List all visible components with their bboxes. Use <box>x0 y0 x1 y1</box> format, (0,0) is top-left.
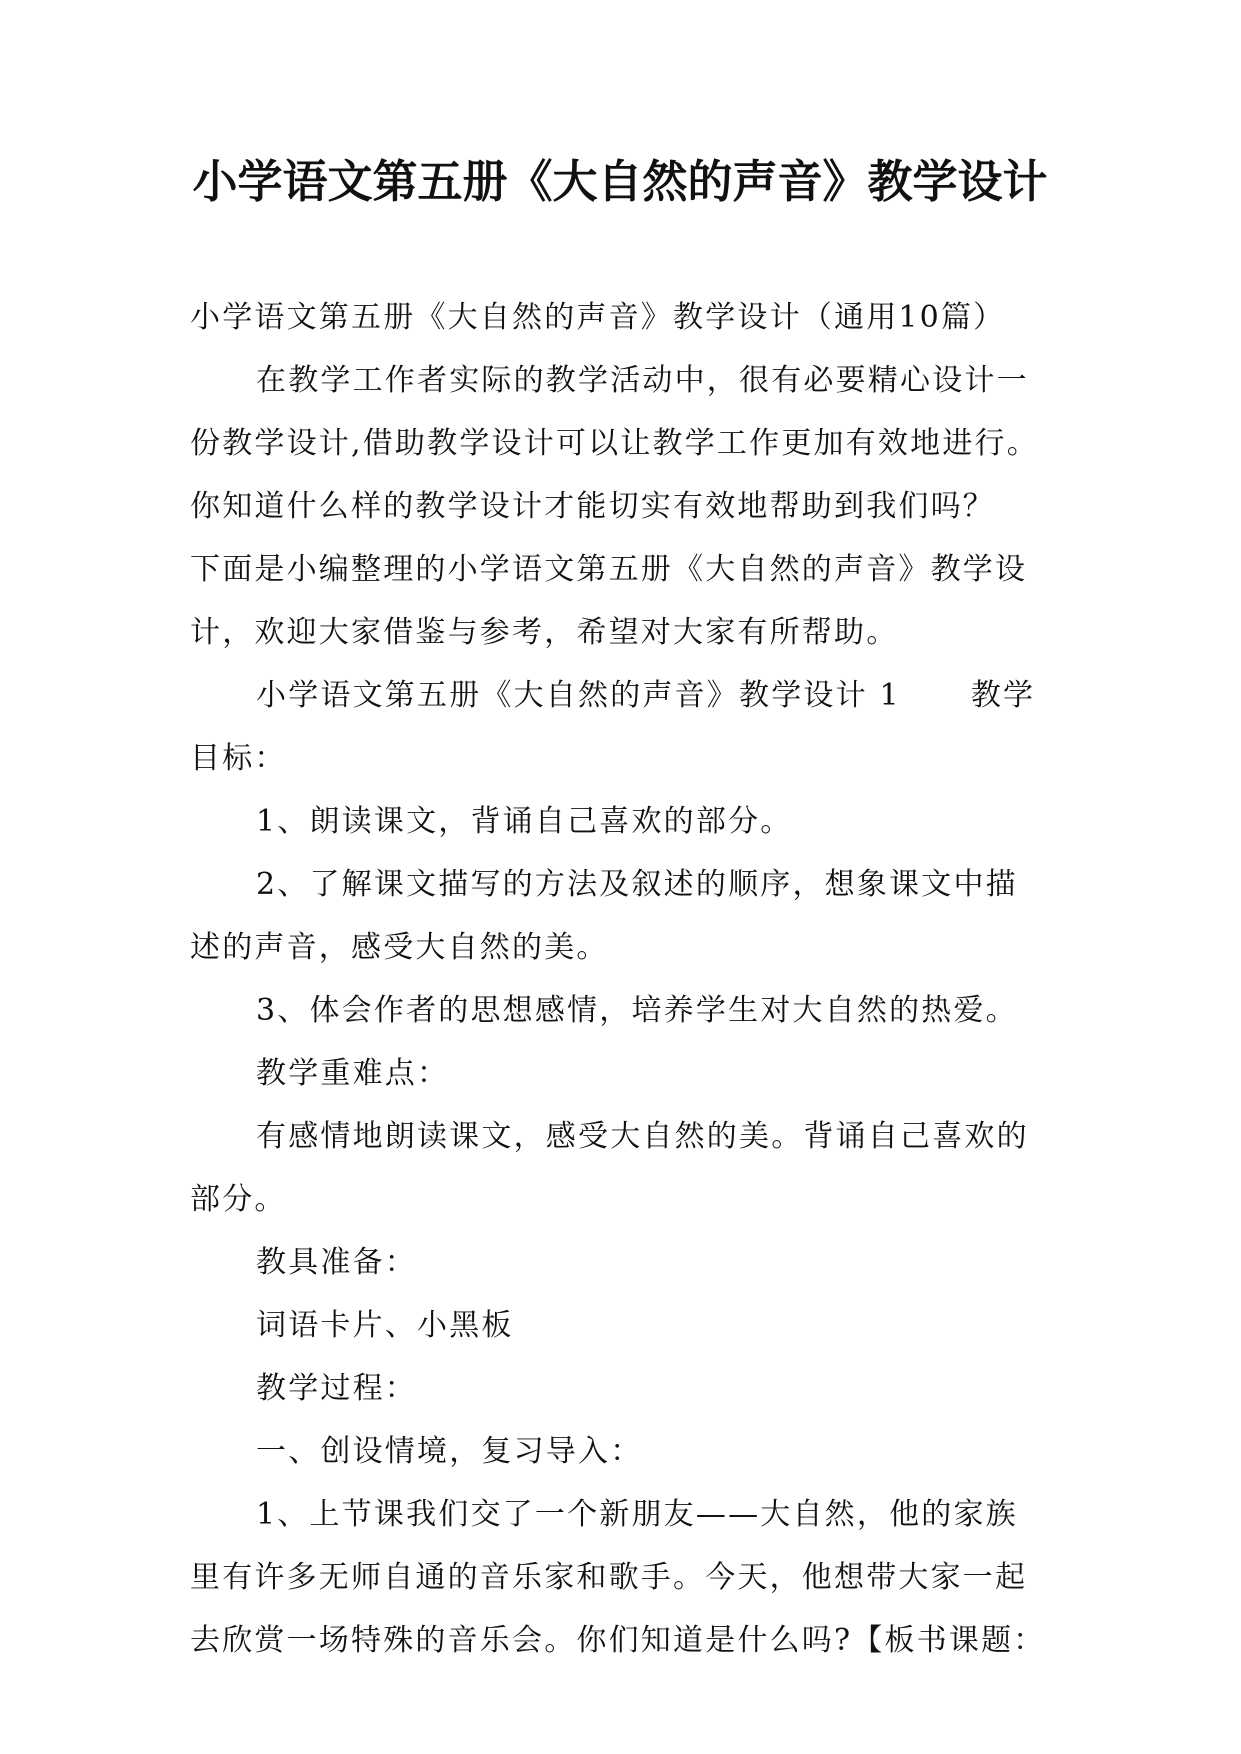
text-line: 目标： <box>190 741 287 776</box>
section-heading-continuation: 教学 <box>970 678 1036 713</box>
document-body <box>190 286 1050 1672</box>
text-line: 教学重难点： <box>256 1056 450 1091</box>
text-line: 一、创设情境，复习导入： <box>256 1434 643 1469</box>
text-line: 述的声音，感受大自然的美。 <box>190 930 609 965</box>
text-line: 教学过程： <box>256 1371 417 1406</box>
text-line: 部分。 <box>190 1182 287 1217</box>
text-line: 2、了解课文描写的方法及叙述的顺序，想象课文中描 <box>256 867 1018 902</box>
section-heading: 小学语文第五册《大自然的声音》教学设计 1 <box>256 678 901 713</box>
text-line: 里有许多无师自通的音乐家和歌手。今天，他想带大家一起 <box>190 1560 1028 1595</box>
section-heading-line <box>190 664 1050 727</box>
text-line: 你知道什么样的教学设计才能切实有效地帮助到我们吗？ <box>190 489 995 524</box>
text-line: 3、体会作者的思想感情，培养学生对大自然的热爱。 <box>256 993 1018 1028</box>
text-line: 词语卡片、小黑板 <box>256 1308 514 1343</box>
text-line: 去欣赏一场特殊的音乐会。你们知道是什么吗?【板书课题： <box>190 1623 1046 1658</box>
text-line: 在教学工作者实际的教学活动中，很有必要精心设计一 <box>256 363 1029 398</box>
text-line: 小学语文第五册《大自然的声音》教学设计（通用10篇） <box>190 300 1006 335</box>
text-line: 1、朗读课文，背诵自己喜欢的部分。 <box>256 804 793 839</box>
text-line: 有感情地朗读课文，感受大自然的美。背诵自己喜欢的 <box>256 1119 1029 1154</box>
text-line: 教具准备： <box>256 1245 417 1280</box>
document-title: 小学语文第五册《大自然的声音》教学设计 <box>192 155 1048 208</box>
text-line: 份教学设计,借助教学设计可以让教学工作更加有效地进行。 <box>190 426 1039 461</box>
text-line: 下面是小编整理的小学语文第五册《大自然的声音》教学设 <box>190 552 1028 587</box>
text-line: 计，欢迎大家借鉴与参考，希望对大家有所帮助。 <box>190 615 899 650</box>
text-line: 1、上节课我们交了一个新朋友——大自然，他的家族 <box>256 1497 1018 1532</box>
